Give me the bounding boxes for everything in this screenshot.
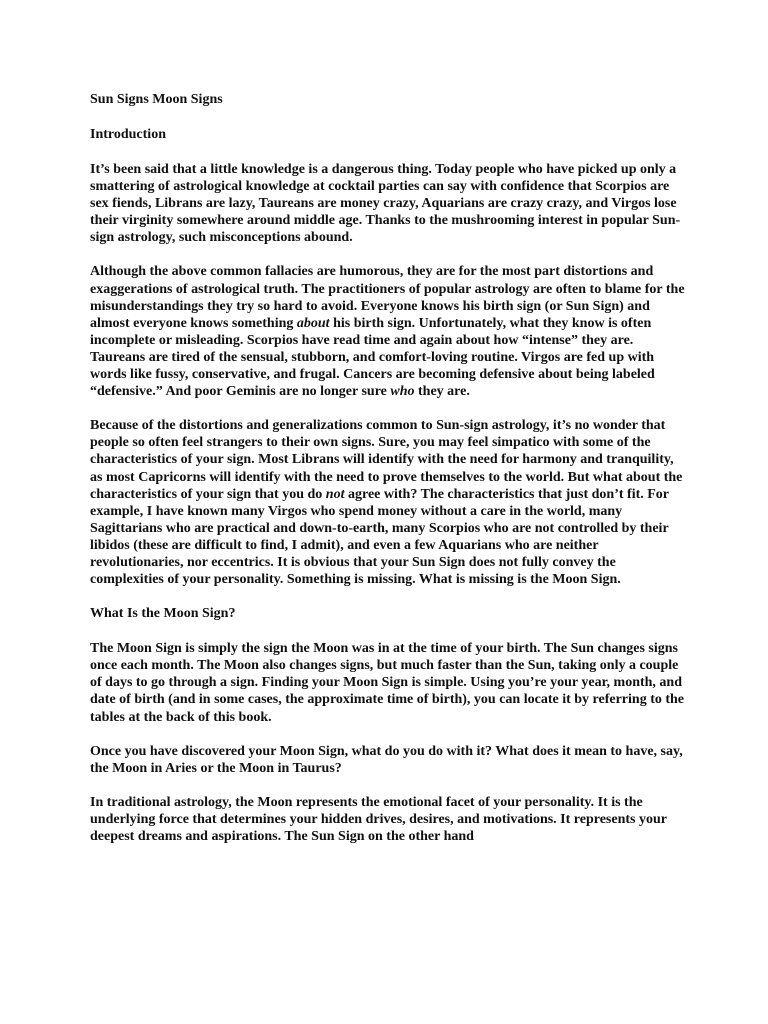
paragraph-3	[90, 417, 688, 588]
paragraph-6: In traditional astrology, the Moon represents the emotional facet of your personality. It is the underlying force that determines your hidden drives, desires, and motivations. It represents your deepest dreams and aspirations. The Sun Sign on the other hand	[90, 794, 667, 844]
section-heading-introduction: Introduction	[90, 127, 166, 142]
paragraph-2-text-c: they are.	[414, 384, 470, 400]
paragraph-2-emphasis-who: who	[390, 384, 415, 400]
paragraph-2-text-b: his birth sign. Unfortunately, what they know is often incomplete or misleading. Scorpios have read time and again about how “intense” they are. Taureans are tired of the sensual, stubborn, and comfort-loving routine. Virgos are fed up with words like fussy, conservative, and frugal. Cancers are becoming defensive about being labeled “defensive.” And poor Geminis are no longer sure	[90, 315, 655, 400]
paragraph-3-emphasis-not: not	[325, 486, 345, 502]
section-heading-moon-sign: What Is the Moon Sign?	[90, 606, 236, 622]
paragraph-3-text-b: agree with? The characteristics that just don’t fit. For example, I have known many Virgos who spend money without a care in the world, many Sagittarians who are practical and down-to-earth, many Scorpios who are not controlled by their libidos (these are difficult to find, I admit), and even a few Aquarians who are neither revolutionaries, nor eccentrics. It is obvious that your Sun Sign does not fully convey the complexities of your personality. Something is missing. What is missing is the Moon Sign.	[90, 486, 669, 588]
paragraph-2-text-a: Although the above common fallacies are humorous, they are for the most part distortions and exaggerations of astrological truth. The practitioners of popular astrology are often to blame for the misunderstandings they try so hard to avoid. Everyone knows his birth sign (or Sun Sign) and almost everyone knows something	[90, 264, 685, 331]
paragraph-2-emphasis-about: about	[296, 315, 330, 331]
document-title: Sun Signs Moon Signs	[90, 92, 223, 107]
document-page	[90, 91, 688, 862]
paragraph-3-text-a: Because of the distortions and generalizations common to Sun-sign astrology, it’s no wonder that people so often feel strangers to their own signs. Sure, you may feel simpatico with some of the characteristics of your sign. Most Librans will identify with the need for harmony and tranquility, as most Capricorns will identify with the need to prove themselves to the world. But what about the characteristics of your sign that you do	[90, 418, 683, 502]
paragraph-5: Once you have discovered your Moon Sign, what do you do with it? What does it mean to have, say, the Moon in Aries or the Moon in Taurus?	[90, 743, 683, 776]
paragraph-4: The Moon Sign is simply the sign the Moon was in at the time of your birth. The Sun changes signs once each month. The Moon also changes signs, but much faster than the Sun, taking only a couple of days to go through a sign. Finding your Moon Sign is simple. Using you’re your year, month, and date of birth (and in some cases, the approximate time of birth), you can locate it by referring to the tables at the back of this book.	[90, 641, 685, 725]
paragraph-1: It’s been said that a little knowledge is a dangerous thing. Today people who have picked up only a smattering of astrological knowledge at cocktail parties can say with confidence that Scorpios are sex fiends, Librans are lazy, Taureans are money crazy, Aquarians are crazy crazy, and Virgos lose their virginity somewhere around middle age. Thanks to the mushrooming interest in popular Sun-sign astrology, such misconceptions abound.	[90, 162, 681, 246]
paragraph-2	[90, 263, 688, 400]
